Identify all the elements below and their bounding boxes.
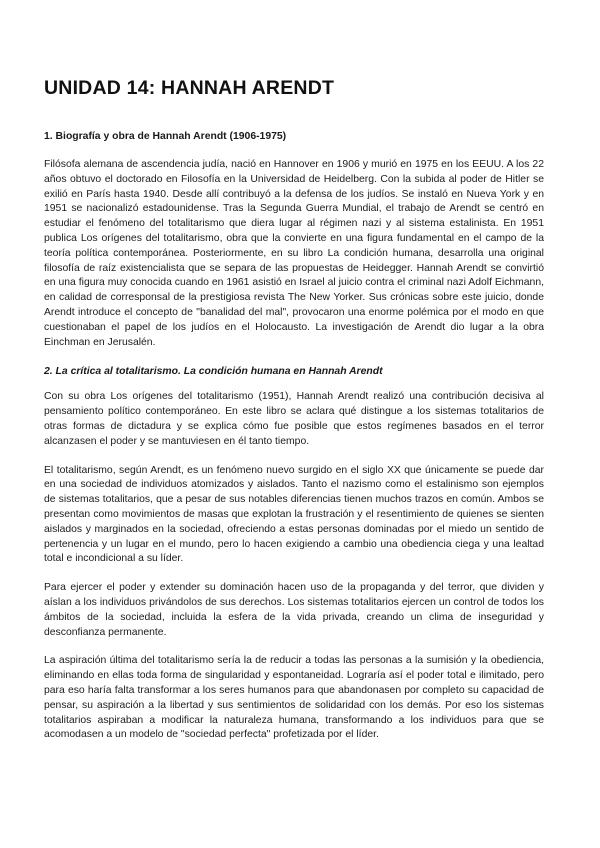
section-2-paragraph-3: Para ejercer el poder y extender su dominación hacen uso de la propaganda y del terror, que dividen y aíslan a los individuos privándolos de sus derechos. Los sistemas totalitarios ejercen un control de todos los ámbitos de la sociedad, incluida la esfera de la vida privada, creando un clima de inseguridad y desconfianza permanente. — [44, 582, 544, 638]
section-2-heading: 2. La crítica al totalitarismo. La condición humana en Hannah Arendt — [44, 366, 383, 378]
section-2-paragraph-4: La aspiración última del totalitarismo sería la de reducir a todas las personas a la sumisión y la obediencia, eliminando en ellas toda forma de singularidad y espontaneidad. Lograría así el poder total e ilimitado, pero para eso haría falta transformar a los seres humanos para que abandonasen por completo su capacidad de pensar, su aspiración a la libertad y sus sentimientos de solidaridad con los demás. Por eso los sistemas totalitarios aspiraban a modificar la naturaleza humana, transformando a los individuos para que se acomodasen a un modelo de "sociedad perfecta" profetizada por el líder. — [44, 655, 544, 741]
section-1-heading: 1. Biografía y obra de Hannah Arendt (1906-1975) — [44, 131, 287, 142]
section-2-paragraph-1: Con su obra Los orígenes del totalitarismo (1951), Hannah Arendt realizó una contribución decisiva al pensamiento político contemporáneo. En este libro se aclara qué distingue a los sistemas totalitarios de otras formas de dictadura y se explica cómo fue posible que estos regímenes basados en el terror alcanzasen el poder y se mantuviesen en él tanto tiempo. — [44, 391, 544, 447]
section-1-paragraph: Filósofa alemana de ascendencia judía, nació en Hannover en 1906 y murió en 1975 en los EEUU. A los 22 años obtuvo el doctorado en Filosofía en la Universidad de Heidelberg. Con la subida al poder de Hitler se exilió en París hasta 1940. Desde allí contribuyó a la defensa de los judíos. Se instaló en Nueva York y en 1951 se nacionalizó estadounidense. Tras la Segunda Guerra Mundial, el trabajo de Arendt se centró en estudiar el fenómeno del totalitarismo que diera lugar al régimen nazi y al sistema estalinista. En 1951 publica Los orígenes del totalitarismo, obra que la convierte en una figura fundamental en el campo de la teoría política contemporánea. Posteriormente, en su libro La condición humana, desarrolla una original filosofía de raíz existencialista que se separa de las propuestas de Heidegger. Hannah Arendt se convirtió en una figura muy conocida cuando en 1961 asistió en Israel al juicio contra el criminal nazi Adolf Eichmann, en calidad de corresponsal de la prestigiosa revista The New Yorker. Sus crónicas sobre este juicio, donde Arendt introduce el concepto de "banalidad del mal", provocaron una enorme polémica por el modo en que cuestionaban el papel de los judíos en el Holocausto. La investigación de Arendt dio lugar a la obra Einchman en Jerusalén. — [44, 159, 544, 348]
page-title: UNIDAD 14: HANNAH ARENDT — [44, 77, 335, 99]
section-2-paragraph-2: El totalitarismo, según Arendt, es un fenómeno nuevo surgido en el siglo XX que únicamente se puede dar en una sociedad de individuos atomizados y aislados. Tanto el nazismo como el estalinismo son ejemplos de sistemas totalitarios, que a pesar de sus notables diferencias tienen muchos trazos en común. Ambos se presentan como movimientos de masas que explotan la frustración y el resentimiento de quienes se sienten aislados y marginados en la sociedad, ofreciendo a estas personas dominadas por el miedo un sentido de pertenencia y un lugar en el mundo, pero lo hacen exigiendo a cambio una obediencia ciega y una lealtad total e incondicional a su líder. — [44, 464, 544, 565]
